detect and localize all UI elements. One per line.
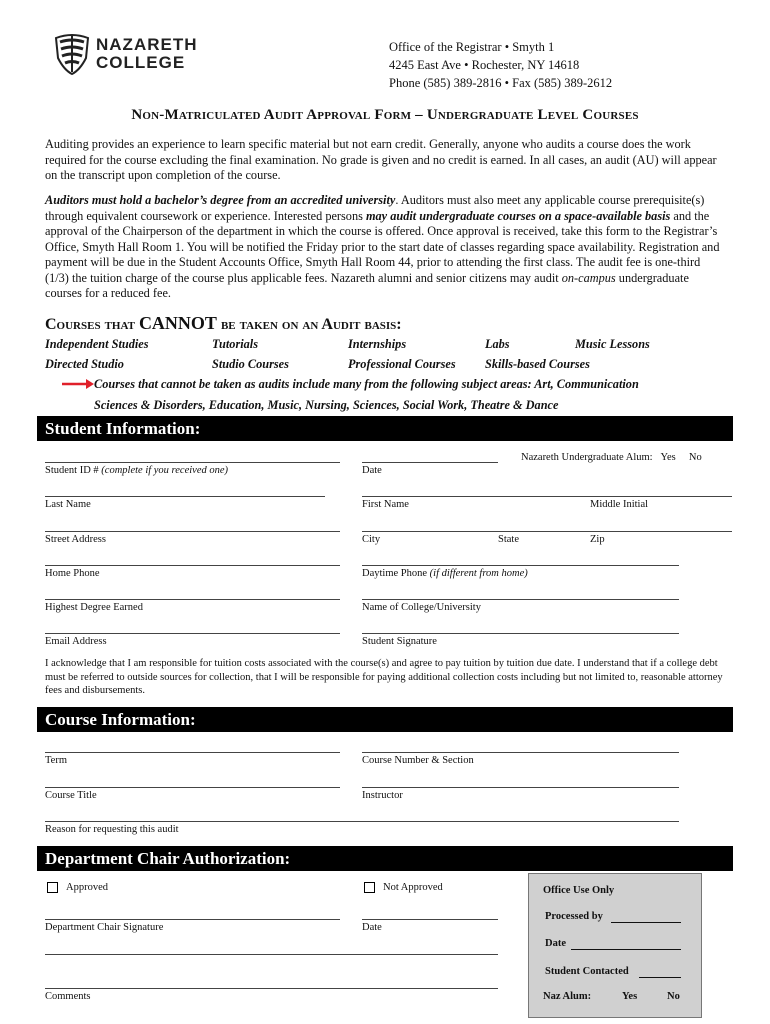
student-signature-field[interactable]: [362, 633, 679, 634]
reason-field[interactable]: [45, 821, 679, 822]
last-name-field[interactable]: [45, 496, 325, 497]
space-available: may audit undergraduate courses on a space-available basis: [365, 208, 671, 223]
p2-text-1: . Auditors must also meet any applicable course prerequisite(s) through equivalent coursework or experience. Interested persons: [45, 193, 705, 223]
student-id-note: (complete if you received one): [101, 465, 229, 476]
subject-note-line-1: Courses that cannot be taken as audits include many from the following subject areas: Art, Communication: [94, 377, 639, 391]
email-label: Email Address: [45, 636, 107, 647]
approved-checkbox[interactable]: [47, 882, 58, 893]
street-line: 4245 East Ave • Rochester, NY 14618: [389, 58, 580, 72]
course-type: Directed Studio: [45, 357, 124, 371]
naz-alum-yes[interactable]: Yes: [622, 991, 638, 1002]
date-label: Date: [362, 465, 382, 476]
daytime-phone-note: (if different from home): [429, 568, 528, 579]
logo-line-2: COLLEGE: [96, 53, 186, 72]
middle-initial-label: Middle Initial: [590, 499, 649, 510]
naz-alum-label: Naz Alum:: [543, 991, 592, 1002]
alum-no[interactable]: No: [688, 452, 702, 463]
course-type: Tutorials: [212, 337, 259, 351]
city-state-zip-field[interactable]: [362, 531, 732, 532]
course-type: Professional Courses: [348, 357, 456, 371]
last-name-label: Last Name: [45, 499, 91, 510]
course-number-field[interactable]: [362, 752, 679, 753]
student-id-text: Student ID #: [45, 465, 102, 476]
p2-text-2: and the approval of the Chairperson of the department in which the course is offered. Once approval is received, take this form to the Registrar’s Office, Smyth Hall Room 1. You will be notified the Friday prior to the start date of classes regarding space availability. Registration and payment will be due in the Student Accounts Office, Smyth Hall Room 44, prior to attending the first class. The audit fee is one-third (1/3) the tuition charge of the course plus applicable fees. Nazareth alumni and senior citizens may audit: [45, 208, 720, 285]
course-type: Music Lessons: [575, 337, 650, 351]
intro-paragraph-2: [45, 193, 725, 302]
course-title-label: Course Title: [45, 790, 97, 801]
cannot-heading-b: CANNOT: [138, 313, 217, 333]
office-use-title: Office Use Only: [543, 885, 615, 896]
logo-line-1: NAZARETH: [96, 35, 198, 54]
cannot-heading-a: Courses that: [45, 316, 139, 333]
course-type: Independent Studies: [45, 337, 149, 351]
instructor-field[interactable]: [362, 787, 679, 788]
student-signature-label: Student Signature: [362, 636, 437, 647]
approved-label: Approved: [66, 882, 108, 893]
address-block: [389, 38, 612, 92]
cannot-heading: [45, 313, 402, 334]
course-type: Skills-based Courses: [485, 357, 590, 371]
p2-text-3: undergraduate courses for a reduced fee.: [45, 270, 689, 300]
student-contacted-field[interactable]: [639, 977, 681, 978]
chair-section-header: Department Chair Authorization:: [37, 846, 733, 871]
course-title-field[interactable]: [45, 787, 340, 788]
degree-field[interactable]: [45, 599, 340, 600]
student-section-header: Student Information:: [37, 416, 733, 441]
daytime-phone-label: [362, 568, 528, 579]
college-logo: [52, 32, 202, 78]
on-campus: on-campus: [561, 270, 616, 285]
phone-line: Phone (585) 389-2816 • Fax (585) 389-2612: [389, 76, 613, 90]
shield-icon: [52, 32, 92, 76]
chair-date-field[interactable]: [362, 919, 498, 920]
red-arrow-icon: [62, 379, 94, 389]
office-date-field[interactable]: [571, 949, 681, 950]
cannot-heading-c: be taken on an Audit basis:: [216, 316, 402, 333]
office-use-box: [528, 873, 702, 1018]
processed-by-label: Processed by: [545, 911, 603, 922]
office-line: Office of the Registrar • Smyth 1: [389, 40, 555, 54]
term-field[interactable]: [45, 752, 340, 753]
street-field[interactable]: [45, 531, 340, 532]
student-contacted-label: Student Contacted: [545, 966, 629, 977]
comments-field-line-2[interactable]: [45, 988, 498, 989]
course-type: Studio Courses: [212, 357, 289, 371]
email-field[interactable]: [45, 633, 340, 634]
comments-label: Comments: [45, 991, 91, 1002]
course-section-header: Course Information:: [37, 707, 733, 732]
form-title: Non-Matriculated Audit Approval Form – Undergraduate Level Courses: [131, 107, 639, 123]
reason-label: Reason for requesting this audit: [45, 824, 179, 835]
intro-paragraph-1: Auditing provides an experience to learn specific material but not earn credit. Generally, anyone who audits a course does the work required for the course excluding the final examination. No grade is given and no credit is earned. In all cases, an audit (AU) will appear on the transcript upon completion of the course.: [45, 137, 717, 182]
first-name-field[interactable]: [362, 496, 732, 497]
chair-date-label: Date: [362, 922, 382, 933]
course-type: Internships: [348, 337, 407, 351]
first-name-label: First Name: [362, 499, 409, 510]
chair-signature-field[interactable]: [45, 919, 340, 920]
degree-requirement: Auditors must hold a bachelor’s degree from an accredited university: [45, 193, 396, 207]
approved-option[interactable]: [47, 882, 108, 893]
state-label: State: [498, 534, 519, 545]
alum-label: Nazareth Undergraduate Alum:: [521, 452, 653, 463]
street-label: Street Address: [45, 534, 106, 545]
course-number-label: Course Number & Section: [362, 755, 474, 766]
not-approved-option[interactable]: [364, 882, 443, 893]
not-approved-label: Not Approved: [383, 882, 443, 893]
term-label: Term: [45, 755, 68, 766]
office-date-label: Date: [545, 938, 566, 949]
comments-field-line-1[interactable]: [45, 954, 498, 955]
date-field[interactable]: [362, 462, 498, 463]
zip-label: Zip: [590, 534, 605, 545]
college-label: Name of College/University: [362, 602, 481, 613]
alum-question: [521, 452, 702, 463]
home-phone-field[interactable]: [45, 565, 340, 566]
alum-yes[interactable]: Yes: [660, 452, 676, 463]
home-phone-label: Home Phone: [45, 568, 100, 579]
instructor-label: Instructor: [362, 790, 403, 801]
not-approved-checkbox[interactable]: [364, 882, 375, 893]
college-field[interactable]: [362, 599, 679, 600]
daytime-phone-field[interactable]: [362, 565, 679, 566]
processed-by-field[interactable]: [611, 922, 681, 923]
degree-label: Highest Degree Earned: [45, 602, 143, 613]
student-id-label: [45, 465, 228, 476]
chair-signature-label: Department Chair Signature: [45, 922, 164, 933]
daytime-phone-text: Daytime Phone: [362, 568, 430, 579]
subject-note-line-2: Sciences & Disorders, Education, Music, Nursing, Sciences, Social Work, Theatre & Dance: [94, 398, 559, 412]
course-type: Labs: [485, 337, 510, 351]
student-id-field[interactable]: [45, 462, 340, 463]
city-label: City: [362, 534, 381, 545]
acknowledgement-text: I acknowledge that I am responsible for tuition costs associated with the course(s) and agree to pay tuition by tuition due date. I understand that if a college debt must be referred to outside sources for collection, that I will be responsible for paying additional collection costs including but not limited to, reasonable attorney fees and disbursements.: [45, 658, 723, 696]
naz-alum-no[interactable]: No: [667, 991, 680, 1002]
